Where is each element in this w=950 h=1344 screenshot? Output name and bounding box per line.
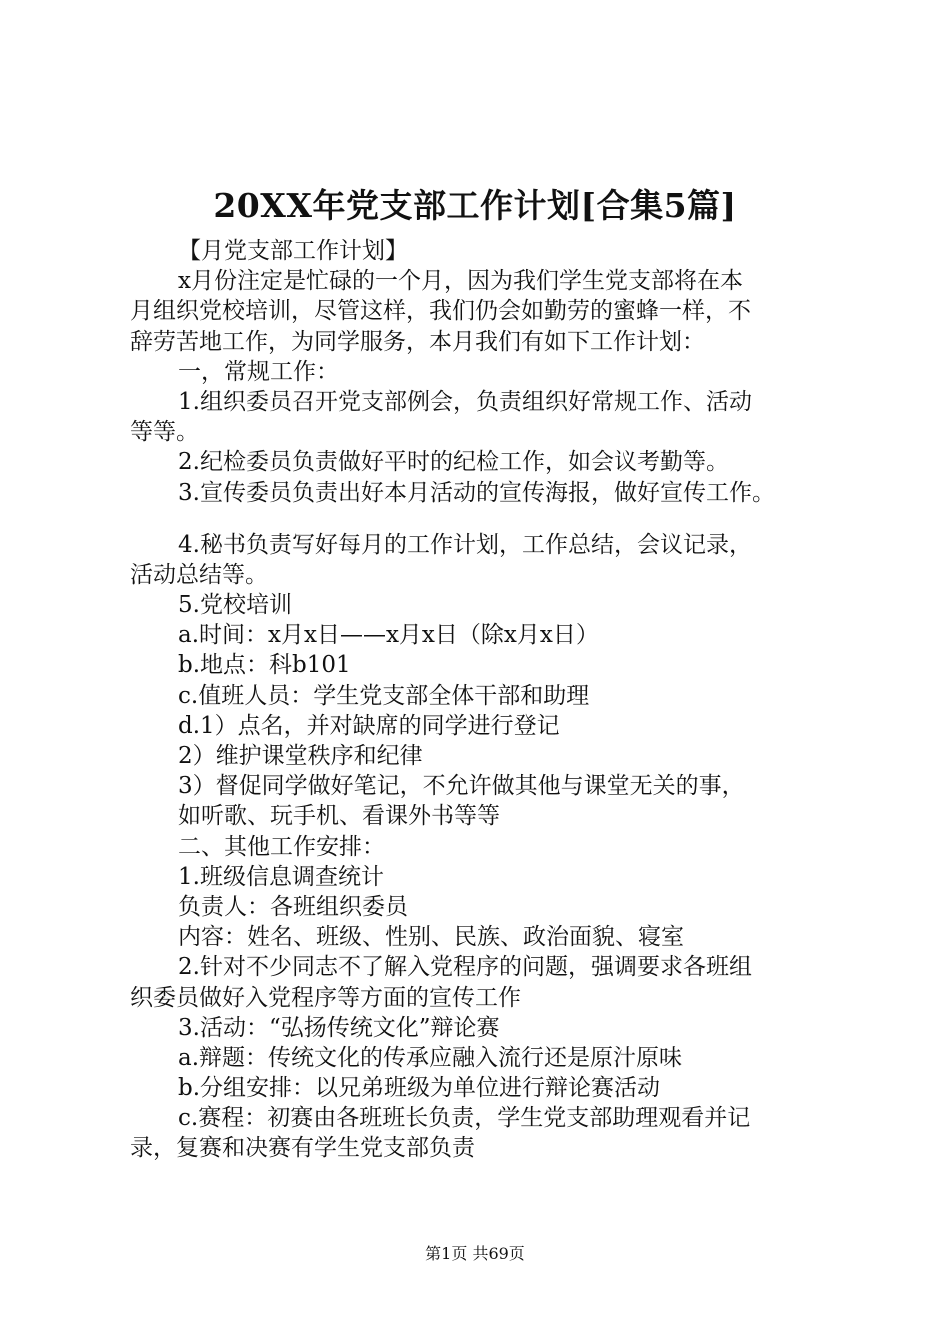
list-item: 5.党校培训 xyxy=(178,592,292,619)
list-item: a.时间：x月x日——x月x日（除x月x日） xyxy=(178,622,599,649)
document-body xyxy=(130,236,850,1164)
list-item: 负责人：各班组织委员 xyxy=(178,893,408,920)
list-item: 内容：姓名、班级、性别、民族、政治面貌、寝室 xyxy=(178,924,684,951)
list-item: 3）督促同学做好笔记，不允许做其他与课堂无关的事， xyxy=(178,773,745,800)
list-item-continuation: 活动总结等。 xyxy=(130,561,268,588)
list-item: c.赛程：初赛由各班班长负责，学生党支部助理观看并记 xyxy=(178,1105,751,1132)
list-item-continuation: 等等。 xyxy=(130,419,199,446)
document-title: 20XX年党支部工作计划[合集5篇] xyxy=(213,186,737,225)
paragraph-line: x月份注定是忙碌的一个月，因为我们学生党支部将在本 xyxy=(178,268,743,295)
section-heading: 二、其他工作安排： xyxy=(178,833,385,860)
list-item: a.辩题：传统文化的传承应融入流行还是原汁原味 xyxy=(178,1044,683,1071)
list-item: 3.活动：“弘扬传统文化”辩论赛 xyxy=(178,1014,500,1041)
list-item: 4.秘书负责写好每月的工作计划，工作总结，会议记录， xyxy=(178,531,752,558)
blank-line xyxy=(130,508,850,530)
paragraph-line: 辞劳苦地工作，为同学服务，本月我们有如下工作计划： xyxy=(130,328,705,355)
list-item: 2.针对不少同志不了解入党程序的问题，强调要求各班组 xyxy=(178,954,752,981)
section-heading: 一，常规工作： xyxy=(178,358,339,385)
list-item: b.地点：科b101 xyxy=(178,652,351,679)
list-item-continuation: 织委员做好入党程序等方面的宣传工作 xyxy=(130,984,521,1011)
list-item: b.分组安排：以兄弟班级为单位进行辩论赛活动 xyxy=(178,1075,661,1102)
list-item: 2）维护课堂秩序和纪律 xyxy=(178,743,423,769)
list-item: c.值班人员：学生党支部全体干部和助理 xyxy=(178,682,590,709)
list-item: d.1）点名，并对缺席的同学进行登记 xyxy=(178,712,560,739)
page-footer: 第1页 共69页 xyxy=(425,1244,525,1263)
list-item: 1.组织委员召开党支部例会，负责组织好常规工作、活动 xyxy=(178,388,752,415)
paragraph-line: 月组织党校培训，尽管这样，我们仍会如勤劳的蜜蜂一样，不 xyxy=(130,298,751,325)
list-item-continuation: 如听歌、玩手机、看课外书等等 xyxy=(178,803,500,830)
list-item: 3.宣传委员负责出好本月活动的宣传海报，做好宣传工作。 xyxy=(178,479,775,506)
list-item-continuation: 录，复赛和决赛有学生党支部负责 xyxy=(130,1135,475,1162)
section-heading: 【月党支部工作计划】 xyxy=(178,238,408,264)
list-item: 2.纪检委员负责做好平时的纪检工作，如会议考勤等。 xyxy=(178,449,729,476)
list-item: 1.班级信息调查统计 xyxy=(178,863,384,890)
